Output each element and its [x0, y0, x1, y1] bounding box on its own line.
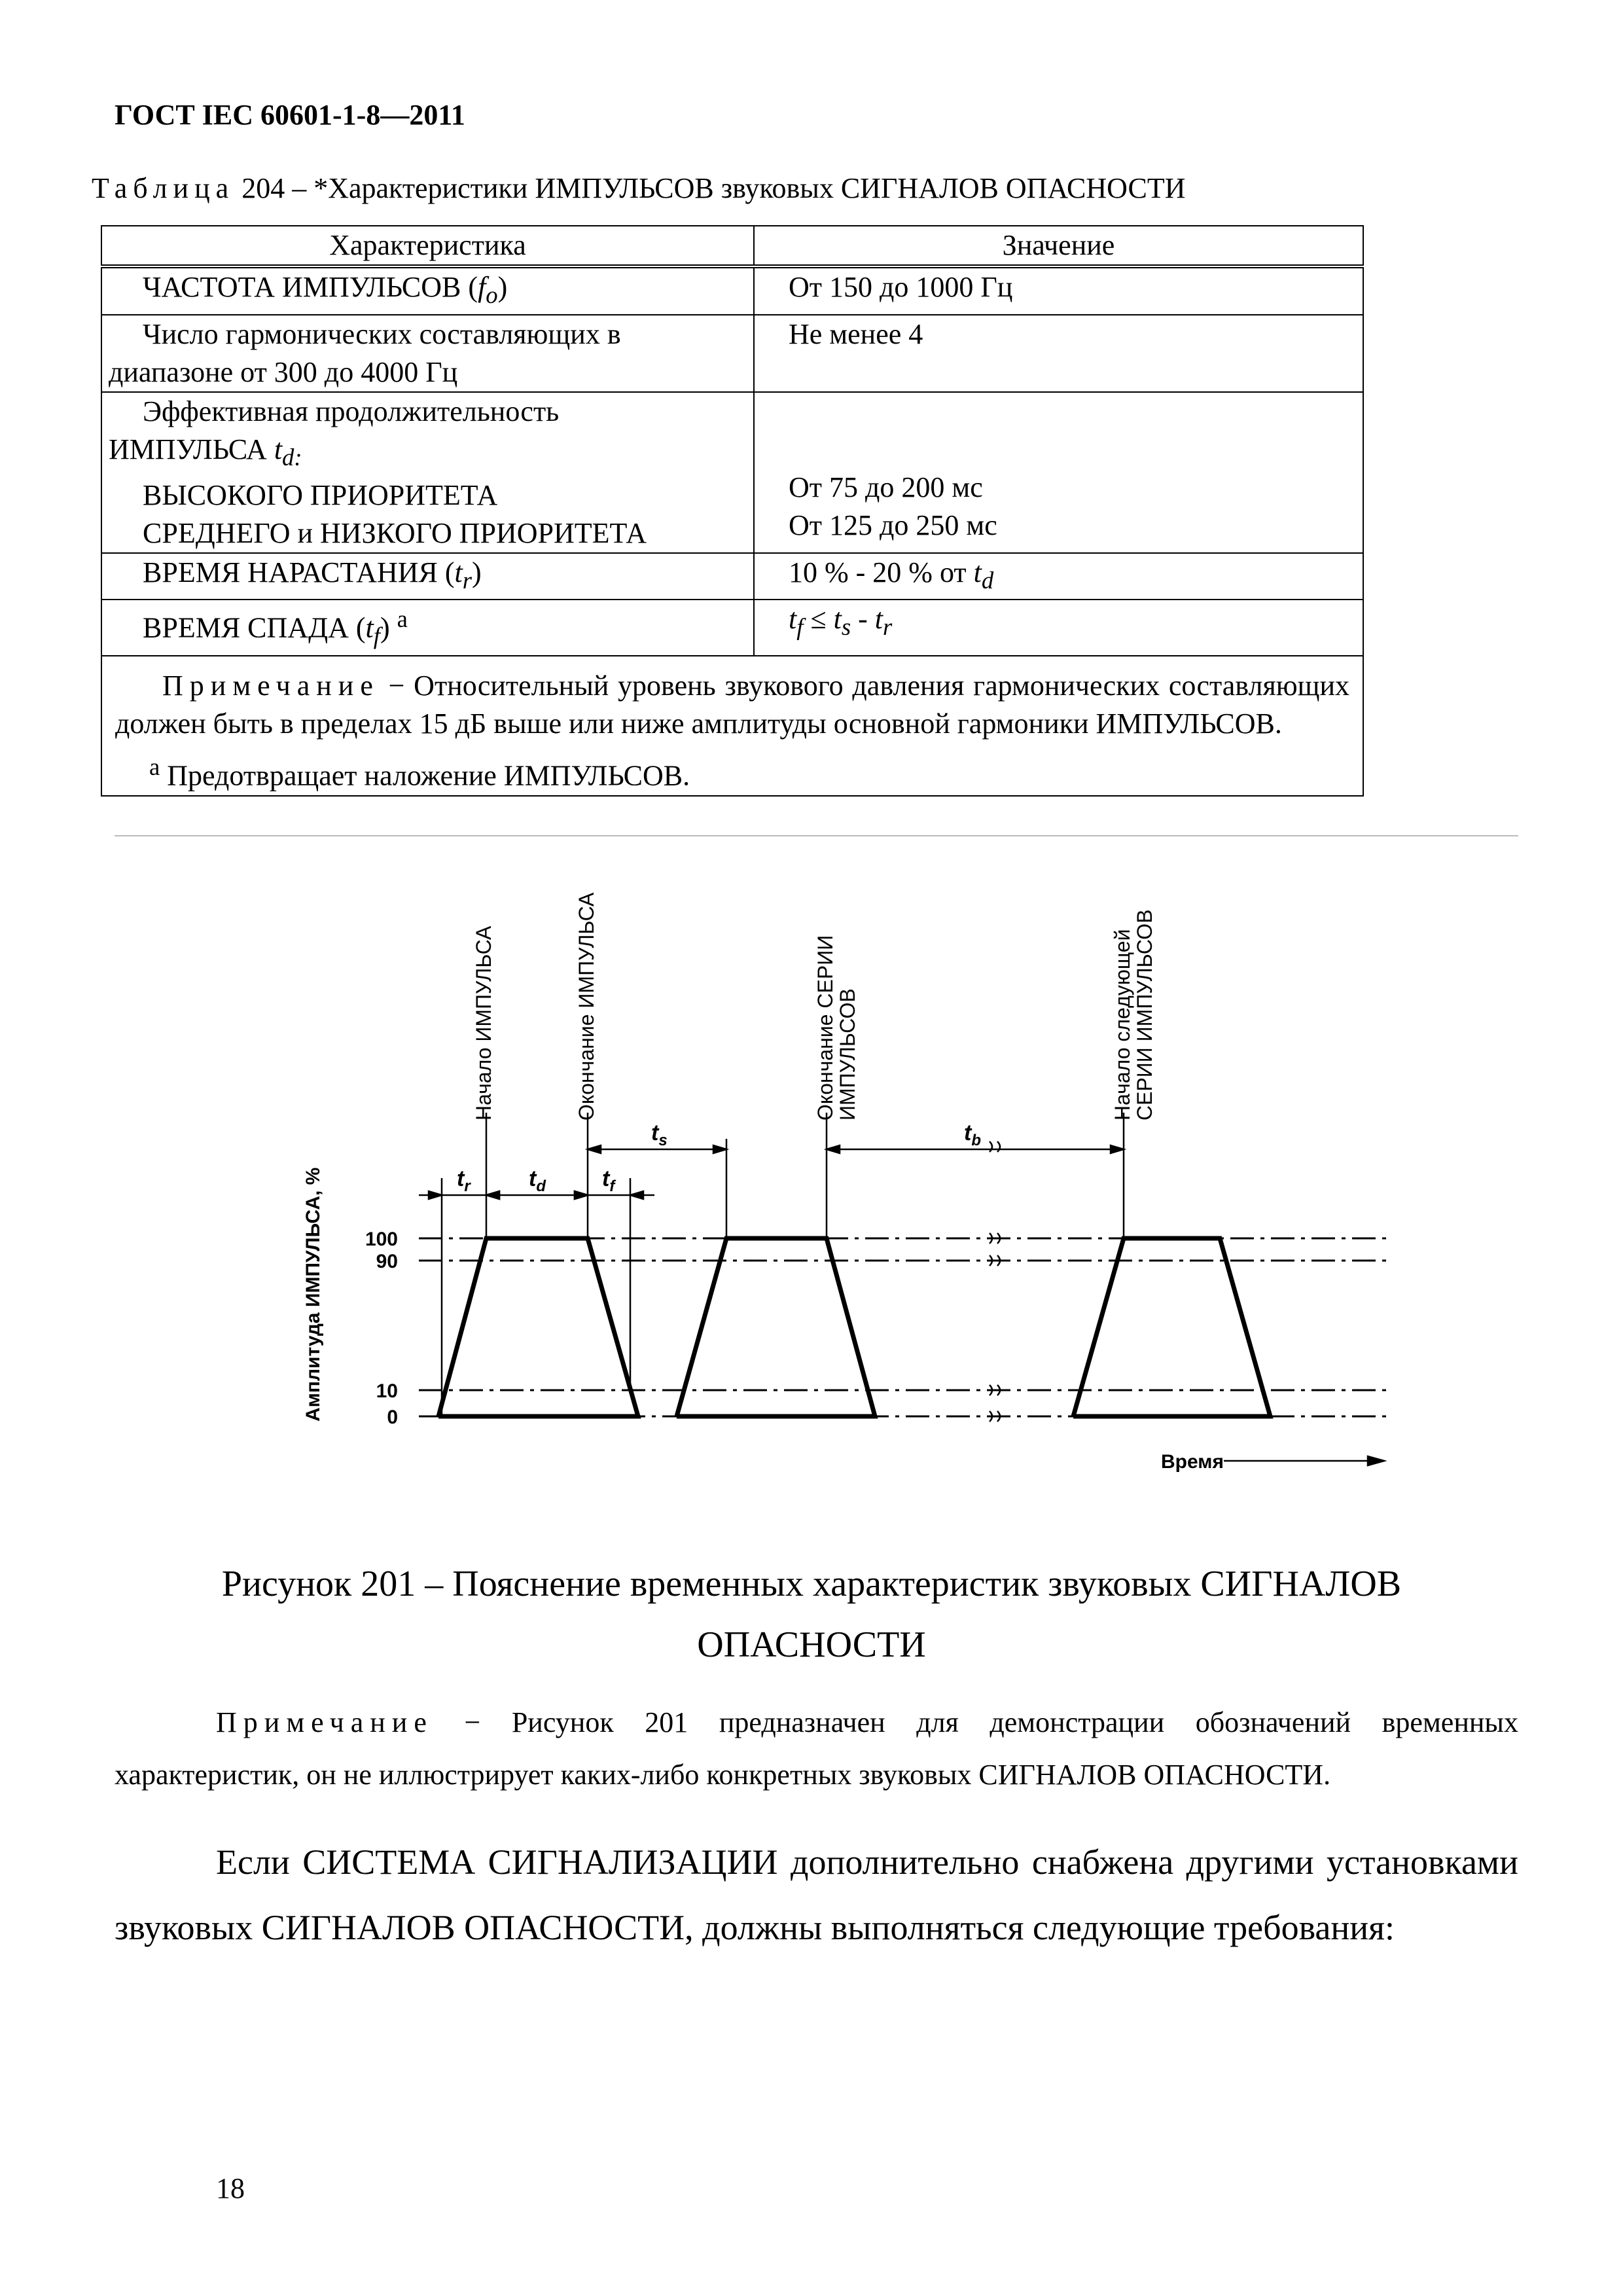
- row-pulse-frequency-name: ЧАСТОТА ИМПУЛЬСОВ $(f_o)$: [101, 266, 754, 315]
- page-number: 18: [216, 2172, 245, 2204]
- row-rise-time-name: ВРЕМЯ НАРАСТАНИЯ $(t_r)$: [101, 553, 754, 600]
- label-next-series-1: Начало следующей: [1111, 929, 1134, 1121]
- document-header: ГОСТ IEC 60601-1-8—2011: [115, 99, 465, 131]
- label-pulse-end: Окончание ИМПУЛЬСА: [575, 892, 598, 1121]
- label-next-series-2: СЕРИИ ИМПУЛЬСОВ: [1133, 909, 1156, 1121]
- x-axis-label: Время: [1161, 1451, 1224, 1473]
- table-caption-prefix: Таблица: [92, 172, 235, 204]
- figure-caption-line1: Рисунок 201 – Пояснение временных характеристик звуковых СИГНАЛОВ: [221, 1564, 1402, 1604]
- tick-0: 0: [387, 1407, 398, 1428]
- tick-10: 10: [376, 1380, 398, 1402]
- tick-90: 90: [376, 1251, 398, 1272]
- row-harmonics-value: Не менее 4: [754, 315, 1363, 392]
- table-row: [101, 315, 1363, 392]
- table-caption: [92, 171, 1185, 205]
- symbol-td: $t_d$: [529, 1166, 546, 1195]
- table-header-row: [101, 226, 1363, 266]
- table-row: [101, 553, 1363, 600]
- table-row: [101, 600, 1363, 655]
- col-characteristic-header: Характеристика: [101, 226, 754, 266]
- label-series-end-2: ИМПУЛЬСОВ: [836, 988, 859, 1121]
- label-pulse-start: Начало ИМПУЛЬСА: [472, 925, 495, 1121]
- guide-lines: [442, 1113, 1124, 1416]
- characteristics-table: [101, 225, 1364, 797]
- pulse-timing-diagram: [0, 844, 1623, 1499]
- row-duration-name: Эффективная продолжительность ИМПУЛЬСА $t_{d:}$ ВЫСОКОГО ПРИОРИТЕТА СРЕДНЕГО и НИЗКОГО ПРИОРИТЕТА: [101, 392, 754, 553]
- row-rise-time-value: 10 % - 20 % от $t_d$: [754, 553, 1363, 600]
- tick-100: 100: [365, 1229, 398, 1250]
- table-note-row: [101, 656, 1363, 796]
- row-fall-time-value: $t_f \le t_s - t_r$: [754, 600, 1363, 655]
- row-fall-time-name: ВРЕМЯ СПАДА $(t_f)$ $^a$: [101, 600, 754, 655]
- separator-line: [115, 835, 1518, 836]
- row-pulse-frequency-value: От 150 до 1000 Гц: [754, 266, 1363, 315]
- figure-caption-line2: ОПАСНОСТИ: [697, 1624, 926, 1665]
- mid-priority-value: От 125 до 250 мс: [789, 509, 997, 541]
- symbol-tb: $t_b$: [964, 1121, 981, 1149]
- row-duration-value: [754, 392, 1363, 553]
- label-series-end-1: Окончание СЕРИИ: [813, 935, 837, 1121]
- row-harmonics-name: Число гармонических составляющих в диапазоне от 300 до 4000 Гц: [101, 315, 754, 392]
- symbol-tf: $t_f$: [602, 1166, 615, 1195]
- figure-note: Примечание − Рисунок 201 предназначен для демонстрации обозначений временных характеристик, он не иллюстрирует каких-либо конкретных звуковых СИГНАЛОВ ОПАСНОСТИ.: [115, 1706, 1518, 1791]
- col-value-header: Значение: [754, 226, 1363, 266]
- table-note: Примечание − Относительный уровень звукового давления гармонических составляющих должен быть в пределах 15 дБ выше или ниже амплитуды основной гармоники ИМПУЛЬСОВ. $^a$ Предотвращает наложение ИМПУЛЬСОВ.: [101, 656, 1363, 796]
- table-footnote: $^a$ Предотвращает наложение ИМПУЛЬСОВ.: [149, 753, 690, 792]
- axis-break-marks: [990, 1141, 1000, 1422]
- table-caption-text: 204 – *Характеристики ИМПУЛЬСОВ звуковых СИГНАЛОВ ОПАСНОСТИ: [241, 172, 1186, 204]
- reference-lines: [419, 1238, 1387, 1416]
- high-priority-value: От 75 до 200 мс: [789, 471, 983, 503]
- symbol-ts: $t_s$: [651, 1121, 668, 1149]
- table-row: [101, 266, 1363, 315]
- body-paragraph: Если СИСТЕМА СИГНАЛИЗАЦИИ дополнительно снабжена другими установками звуковых СИГНАЛОВ ОПАСНОСТИ, должны выполняться следующие требования:: [115, 1842, 1518, 1947]
- symbol-tr: $t_r$: [457, 1166, 471, 1195]
- table-row: [101, 392, 1363, 553]
- y-axis-label: Амплитуда ИМПУЛЬСА, %: [302, 1167, 324, 1422]
